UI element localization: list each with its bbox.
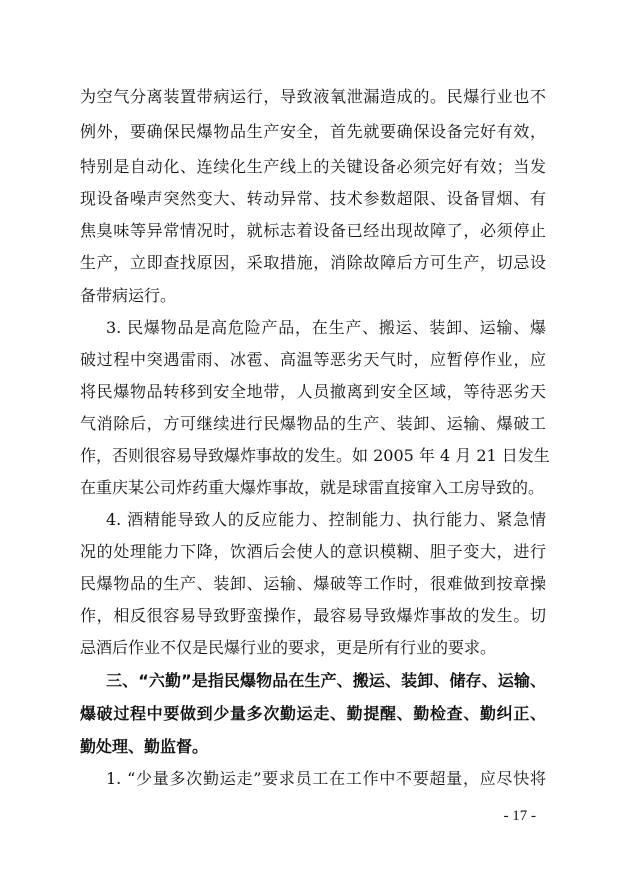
page-number: - 17 -	[503, 808, 536, 824]
body-text-line: 破过程中突遇雷雨、冰雹、高温等恶劣天气时，应暂停作业，应	[80, 350, 546, 369]
body-text-line: 焦臭味等异常情况时，就标志着设备已经出现故障了，必须停止	[80, 221, 546, 240]
body-text-line: 备带病运行。	[80, 286, 177, 305]
body-text-line: 气消除后，方可继续进行民爆物品的生产、装卸、运输、爆破工	[80, 414, 546, 433]
paragraph-3-first-line: 3. 民爆物品是高危险产品，在生产、搬运、装卸、运输、爆	[106, 318, 546, 337]
paragraph-4-first-line: 4. 酒精能导致人的反应能力、控制能力、执行能力、紧急情	[106, 510, 546, 529]
body-text-line: 忌酒后作业不仅是民爆行业的要求，更是所有行业的要求。	[80, 638, 497, 657]
body-text-line: 民爆物品的生产、装卸、运输、爆破等工作时，很难做到按章操	[80, 574, 546, 593]
paragraph-1-first-line: 1. “少量多次勤运走”要求员工在工作中不要超量，应尽快将	[106, 769, 546, 788]
body-text-line: 况的处理能力下降，饮酒后会使人的意识模糊、胆子变大，进行	[80, 542, 546, 561]
section-heading-line: 三、“六勤”是指民爆物品在生产、搬运、装卸、储存、运输、	[106, 671, 546, 690]
body-text-line: 现设备噪声突然变大、转动异常、技术参数超限、设备冒烟、有	[80, 189, 546, 208]
body-text-line: 特别是自动化、连续化生产线上的关键设备必须完好有效；当发	[80, 157, 546, 176]
body-text-line: 在重庆某公司炸药重大爆炸事故，就是球雷直接窜入工房导致的。	[80, 478, 545, 497]
body-text-line: 作，否则很容易导致爆炸事故的发生。如 2005 年 4 月 21 日发生	[80, 446, 550, 465]
section-heading-line: 爆破过程中要做到少量多次勤运走、勤提醒、勤检查、勤纠正、	[80, 704, 546, 723]
body-text-line: 生产，立即查找原因，采取措施，消除故障后方可生产，切忌设	[80, 253, 546, 272]
section-heading-line: 勤处理、勤监督。	[80, 737, 209, 756]
body-text-line: 将民爆物品转移到安全地带，人员撤离到安全区域，等待恶劣天	[80, 382, 546, 401]
body-text-line: 为空气分离装置带病运行，导致液氧泄漏造成的。民爆行业也不	[80, 87, 546, 106]
body-text-line: 例外，要确保民爆物品生产安全，首先就要确保设备完好有效，	[80, 122, 546, 141]
body-text-line: 作，相反很容易导致野蛮操作，最容易导致爆炸事故的发生。切	[80, 606, 546, 625]
